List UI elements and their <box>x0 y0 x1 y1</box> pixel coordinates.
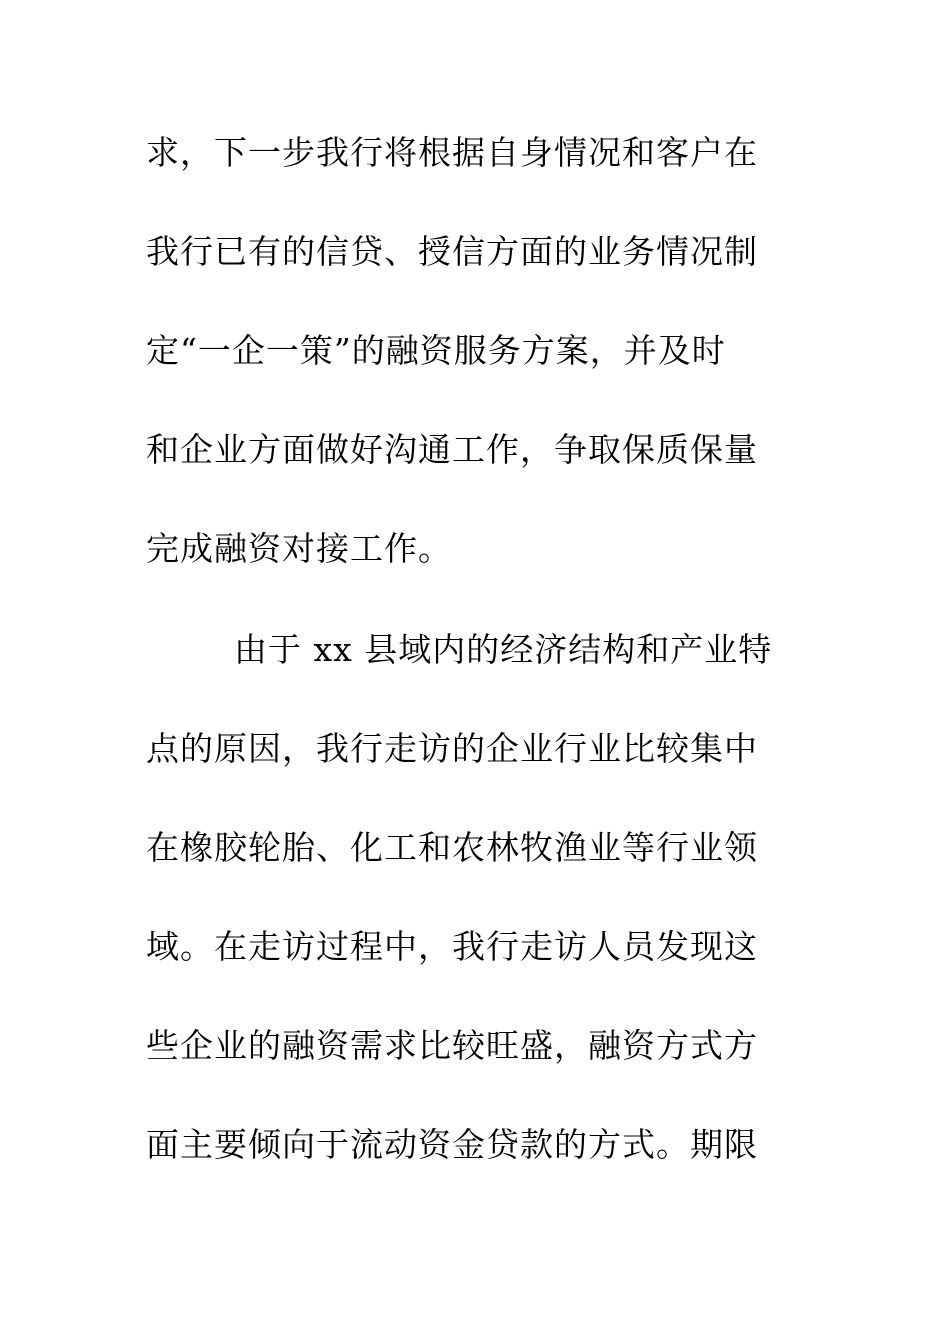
paragraph-1-line-5: 完成融资对接工作。 <box>146 529 452 568</box>
paragraph-1-line-2: 我行已有的信贷、授信方面的业务情况制 <box>146 232 758 271</box>
paragraph-2-line-1: 由于 xx 县域内的经济结构和产业特 <box>234 630 773 669</box>
paragraph-2-line-3: 在橡胶轮胎、化工和农林牧渔业等行业领 <box>146 828 758 867</box>
paragraph-1-line-1: 求，下一步我行将根据自身情况和客户在 <box>146 133 758 172</box>
paragraph-1-line-4: 和企业方面做好沟通工作，争取保质保量 <box>146 430 758 469</box>
paragraph-2-line-6: 面主要倾向于流动资金贷款的方式。期限 <box>146 1125 758 1164</box>
paragraph-2-line-5: 些企业的融资需求比较旺盛，融资方式方 <box>146 1026 758 1065</box>
paragraph-2-line-2: 点的原因，我行走访的企业行业比较集中 <box>146 729 758 768</box>
paragraph-1-line-3: 定“一企一策”的融资服务方案，并及时 <box>146 331 726 370</box>
paragraph-2-line-4: 域。在走访过程中，我行走访人员发现这 <box>146 927 758 966</box>
